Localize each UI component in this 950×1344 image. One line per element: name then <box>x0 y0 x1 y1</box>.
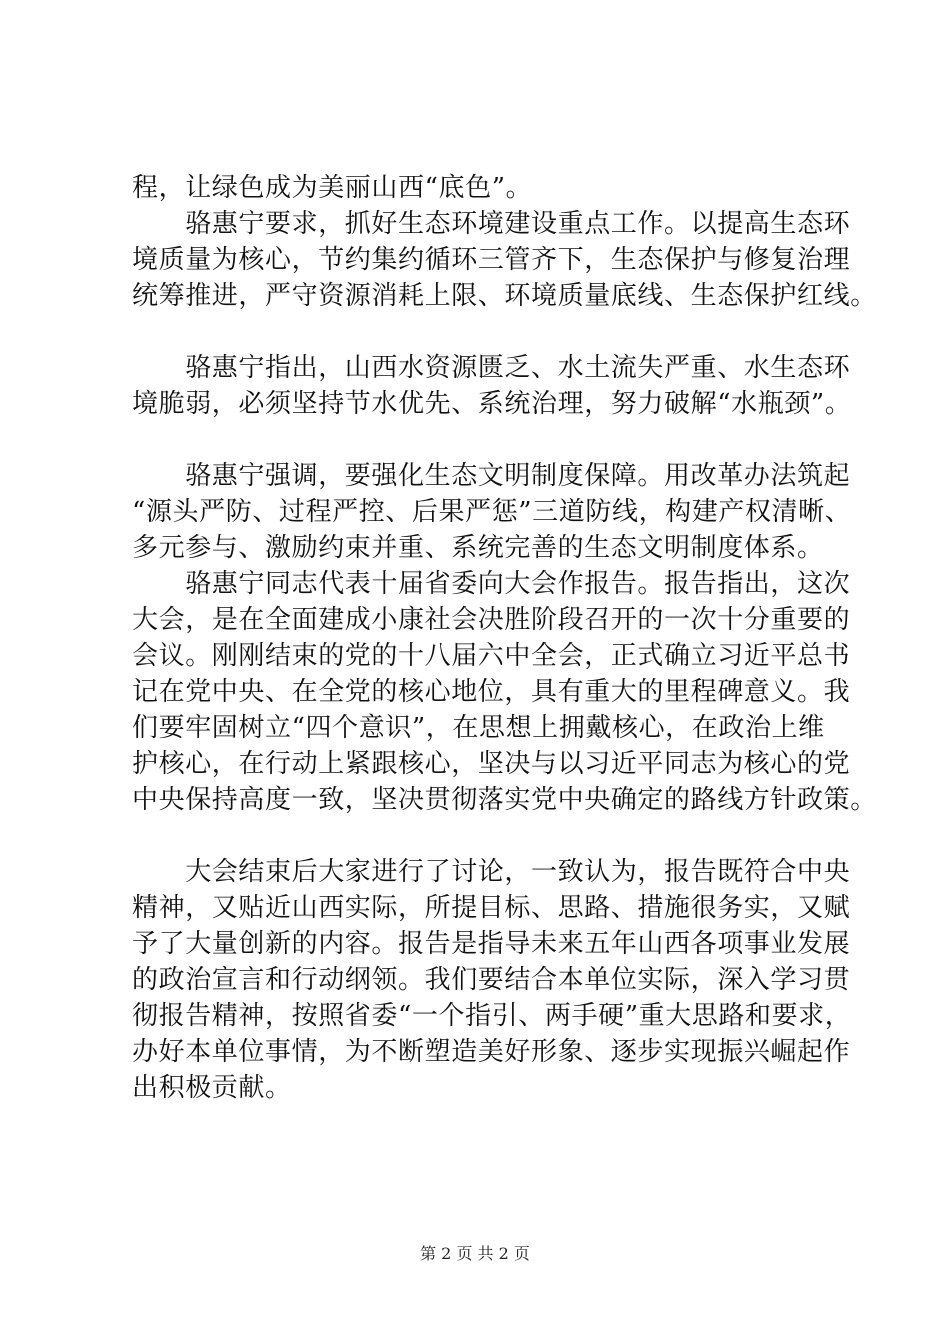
text-line: 予了大量创新的内容。报告是指导未来五年山西各项事业发展 <box>132 929 851 959</box>
text-line: 骆惠宁指出，山西水资源匮乏、水土流失严重、水生态环 <box>132 353 851 383</box>
text-line: 骆惠宁同志代表十届省委向大会作报告。报告指出，这次 <box>132 569 851 599</box>
text-line: 骆惠宁要求，抓好生态环境建设重点工作。以提高生态环 <box>132 209 851 239</box>
text-line: 会议。刚刚结束的党的十八届六中全会，正式确立习近平总书 <box>132 641 851 671</box>
text-line: 骆惠宁强调，要强化生态文明制度保障。用改革办法筑起 <box>132 461 851 491</box>
document-body <box>132 170 877 1106</box>
text-line: 境质量为核心，节约集约循环三管齐下，生态保护与修复治理 <box>132 245 851 275</box>
paragraph-gap <box>132 818 822 854</box>
text-line: 护核心，在行动上紧跟核心，坚决与以习近平同志为核心的党 <box>132 749 851 779</box>
text-line: 办好本单位事情，为不断塑造美好形象、逐步实现振兴崛起作 <box>132 1037 851 1067</box>
text-line: 记在党中央、在全党的核心地位，具有重大的里程碑意义。我 <box>132 677 851 707</box>
text-line: 大会，是在全面建成小康社会决胜阶段召开的一次十分重要的 <box>132 605 851 635</box>
text-line: 多元参与、激励约束并重、系统完善的生态文明制度体系。 <box>132 533 824 563</box>
text-line: 彻报告精神，按照省委“一个指引、两手硬”重大思路和要求， <box>132 1001 852 1031</box>
text-line: 的政治宣言和行动纲领。我们要结合本单位实际，深入学习贯 <box>132 965 851 995</box>
text-line: “源头严防、过程严控、后果严惩”三道防线，构建产权清晰、 <box>132 497 852 527</box>
text-line: 中央保持高度一致，坚决贯彻落实党中央确定的路线方针政策。 <box>132 785 877 815</box>
text-line: 精神，又贴近山西实际，所提目标、思路、措施很务实，又赋 <box>132 893 851 923</box>
paragraph-gap <box>132 422 822 458</box>
text-line: 大会结束后大家进行了讨论，一致认为，报告既符合中央 <box>132 857 851 887</box>
page-number-footer: 第 2 页 共 2 页 <box>420 1244 530 1263</box>
text-line: 们要牢固树立“四个意识”，在思想上拥戴核心，在政治上维 <box>132 713 825 743</box>
text-line: 统筹推进，严守资源消耗上限、环境质量底线、生态保护红线。 <box>132 281 877 311</box>
text-line: 程，让绿色成为美丽山西“底色”。 <box>132 173 533 203</box>
text-line: 出积极贡献。 <box>132 1073 292 1103</box>
paragraph-gap <box>132 314 822 350</box>
text-line: 境脆弱，必须坚持节水优先、系统治理，努力破解“水瓶颈”。 <box>132 389 852 419</box>
